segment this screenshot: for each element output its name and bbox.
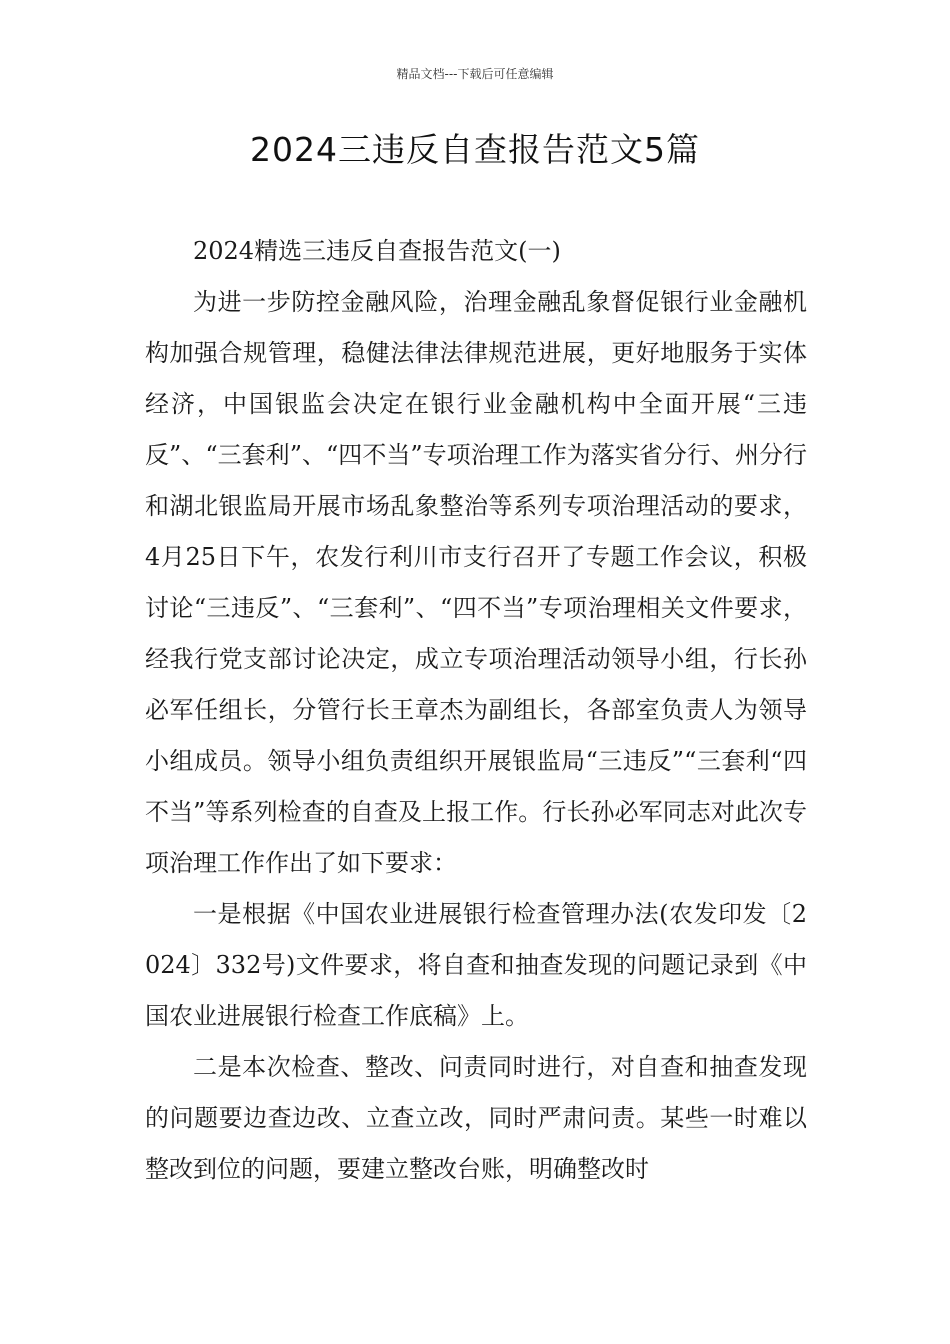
document-body	[145, 226, 807, 1195]
page-header: 精品文档---下载后可任意编辑	[396, 67, 554, 81]
body-paragraph: 一是根据《中国农业进展银行检查管理办法(农发印发〔2024〕332号)文件要求，将自查和抽查发现的问题记录到《中国农业进展银行检查工作底稿》上。	[145, 900, 807, 1030]
section-heading: 2024精选三违反自查报告范文(一)	[193, 237, 561, 265]
body-paragraph: 为进一步防控金融风险，治理金融乱象督促银行业金融机构加强合规管理，稳健法律法律规范进展，更好地服务于实体经济，中国银监会决定在银行业金融机构中全面开展“三违反”、“三套利”、“四不当”专项治理工作为落实省分行、州分行和湖北银监局开展市场乱象整治等系列专项治理活动的要求，4月25日下午，农发行利川市支行召开了专题工作会议，积极讨论“三违反”、“三套利”、“四不当”专项治理相关文件要求，经我行党支部讨论决定，成立专项治理活动领导小组，行长孙必军任组长，分管行长王章杰为副组长，各部室负责人为领导小组成员。领导小组负责组织开展银监局“三违反”“三套利“四不当”等系列检查的自查及上报工作。行长孙必军同志对此次专项治理工作作出了如下要求：	[145, 288, 807, 877]
body-paragraph: 二是本次检查、整改、问责同时进行，对自查和抽查发现的问题要边查边改、立查立改，同时严肃问责。某些一时难以整改到位的问题，要建立整改台账，明确整改时	[145, 1053, 807, 1183]
document-title: 2024三违反自查报告范文5篇	[250, 130, 700, 169]
